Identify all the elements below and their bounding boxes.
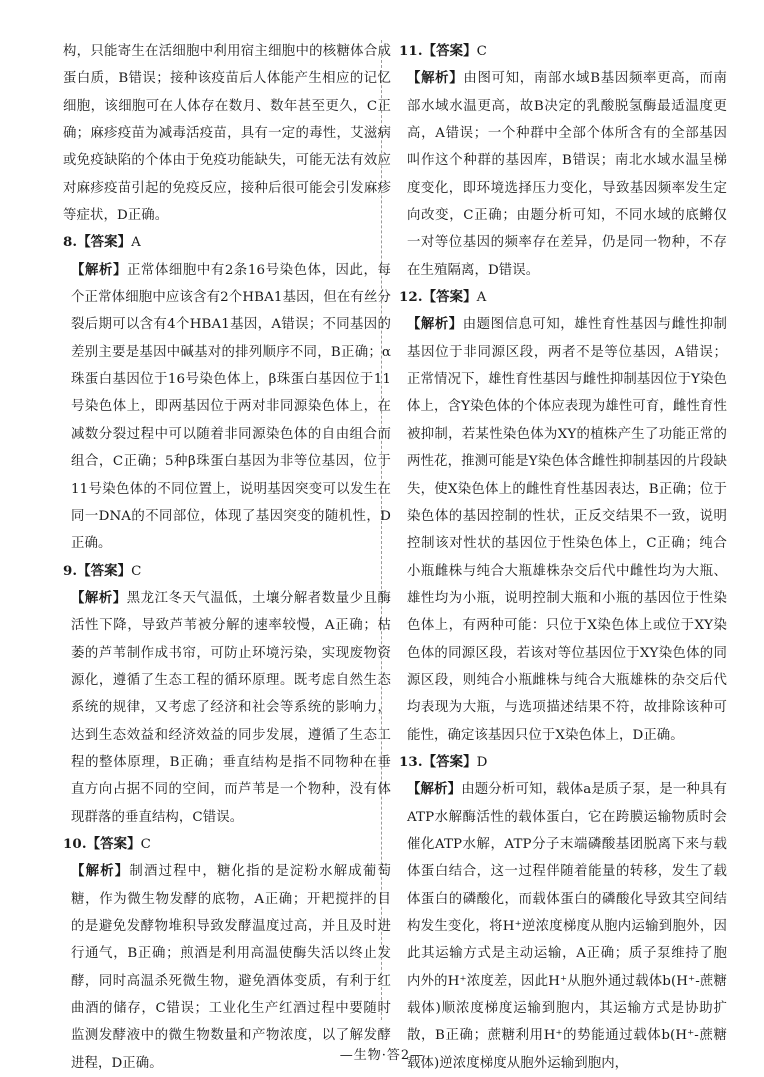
- question-13: [399, 749, 727, 1077]
- q9-number: 9.: [63, 562, 78, 579]
- q10-answer-line: [63, 831, 391, 858]
- q12-number: 12.: [399, 289, 423, 306]
- q8-number: 8.: [63, 234, 78, 251]
- q10-answer: C: [140, 836, 151, 852]
- q9-answer-line: [63, 558, 391, 585]
- q9-explanation-tag: 【解析】: [71, 589, 127, 606]
- question-10: [63, 831, 391, 1077]
- q10-answer-tag: 【答案】: [86, 835, 141, 852]
- q13-answer-line: [399, 749, 727, 776]
- q10-number: 10.: [63, 835, 87, 852]
- q8-answer-tag: 【答案】: [77, 234, 132, 251]
- q11-answer-line: [399, 38, 727, 65]
- continued-explanation: 构，只能寄生在活细胞中利用宿主细胞中的核糖体合成蛋白质，B错误；接种该疫苗后人体能产生相应的记忆细胞，该细胞可在人体存在数月、数年甚至更久，C正确；麻疹疫苗为减毒活疫苗，具有一定的毒性，艾滋病或免疫缺陷的个体由于免疫功能缺失，可能无法有效应对麻疹疫苗引起的免疫反应，接种后很可能会引发麻疹等症状，D正确。: [63, 44, 391, 224]
- q12-explanation-text: 由题图信息可知，雄性育性基因与雌性抑制基因位于非同源区段，两者不是等位基因，A错误；正常情况下，雄性育性基因与雌性抑制基因位于Y染色体上，含Y染色体的个体应表现为雄性可育，雌性育性被抑制，若某性染色体为XY的植株产生了功能正常的两性花，推测可能是Y染色体含雌性抑制基因的片段缺失，使X染色体上的雌性育性基因表达，B正确；位于染色体的基因控制的性状，正反交结果不一致，说明控制该对性状的基因位于性染色体上，C正确；纯合小瓶雌株与纯合大瓶雄株杂交后代中雌性均为大瓶、雄性均为小瓶，说明控制大瓶和小瓶的基因位于性染色体上，有两种可能：只位于X染色体上或位于XY染色体的同源区段，若该对等位基因位于XY染色体的同源区段，则纯合小瓶雌株与纯合大瓶雄株的杂交后代均表现为大瓶，与选项描述结果不符，故排除该种可能性，确定该基因只位于X染色体上，D正确。: [407, 317, 727, 743]
- q10-explanation-tag: 【解析】: [71, 863, 130, 880]
- q13-number: 13.: [399, 753, 423, 770]
- q13-explanation-text: 由题分析可知，载体a是质子泵，是一种具有ATP水解酶活性的载体蛋白，它在跨膜运输物质时会催化ATP水解，ATP分子末端磷酸基团脱离下来与载体蛋白结合，这一过程伴随着能量的转移，发生了载体蛋白的磷酸化，而载体蛋白的磷酸化导致其空间结构发生变化，将H⁺逆浓度梯度从胞内运输到胞外，因此其运输方式是主动运输，A正确；质子泵维持了胞内外的H⁺浓度差，因此H⁺从胞外通过载体b(H⁺-蔗糖载体)顺浓度梯度运输到胞内，其运输方式是协助扩散，B正确；蔗糖利用H⁺的势能通过载体b(H⁺-蔗糖载体)逆浓度梯度从胞外运输到胞内，: [407, 782, 727, 1071]
- q8-explanation-text: 正常体细胞中有2条16号染色体，因此，每个正常体细胞中应该含有2个HBA1基因，但在有丝分裂后期可以含有4个HBA1基因，A错误；不同基因的差别主要是基因中碱基对的排列顺序不同，B正确；α珠蛋白基因位于16号染色体上，β珠蛋白基因位于11号染色体上，即两基因位于两对非同源染色体上，在减数分裂过程中可以随着非同源染色体的自由组合而组合，C正确；5种β珠蛋白基因为非等位基因，位于11号染色体的不同位置上，说明基因突变可以发生在同一DNA的不同部位，体现了基因突变的随机性，D正确。: [71, 262, 391, 552]
- q13-answer: D: [476, 754, 488, 770]
- question-9: [63, 558, 391, 831]
- q13-answer-tag: 【答案】: [422, 753, 477, 770]
- q11-explanation-text: 由图可知，南部水域B基因频率更高，而南部水域水温更高，故B决定的乳酸脱氢酶最适温度更高，A错误；一个种群中全部个体所含有的全部基因叫作这个种群的基因库，B错误；南北水域水温呈梯度变化，即环境选择压力变化，导致基因频率发生定向改变，C正确；由题分析可知，不同水域的底鳉仅一对等位基因的频率存在差异，仍是同一物种，不存在生殖隔离，D错误。: [407, 71, 727, 278]
- q9-explanation: [63, 585, 391, 831]
- q11-number: 11.: [399, 43, 423, 59]
- q12-explanation: [399, 311, 727, 749]
- q10-explanation-text: 制酒过程中，糖化指的是淀粉水解成葡萄糖，作为微生物发酵的底物，A正确；开耙搅拌的目的是避免发酵物堆积导致发酵温度过高，并且及时进行通气，B正确；煎酒是利用高温使酶失活以终止发酵，同时高温杀死微生物，避免酒体变质，有利于红曲酒的储存，C错误；工业化生产红酒过程中要随时监测发酵液中的微生物数量和产物浓度，以了解发酵进程，D正确。: [71, 864, 391, 1071]
- q9-answer: C: [131, 563, 142, 579]
- q8-answer: A: [131, 235, 141, 251]
- left-column: [63, 38, 391, 1077]
- q11-answer-tag: 【答案】: [422, 43, 477, 59]
- q9-explanation-text: 黑龙江冬天气温低，土壤分解者数量少且酶活性下降，导致芦苇被分解的速率较慢，A正确；枯萎的芦苇制作成书帘，可防止环境污染，实现废物资源化，遵循了生态工程的循环原理。既考虑自然生态系统的规律，又考虑了经济和社会等系统的影响力，达到生态效益和经济效益的同步发展，遵循了生态工程的整体原理，B正确；垂直结构是指不同物种在垂直方向占据不同的空间，而芦苇是一个物种，没有体现群落的垂直结构，C错误。: [71, 590, 391, 825]
- page-footer: —生物·答2—: [339, 1048, 425, 1063]
- q13-explanation: [399, 776, 727, 1077]
- q9-answer-tag: 【答案】: [77, 562, 132, 579]
- question-11: [399, 38, 727, 284]
- q12-answer-tag: 【答案】: [422, 289, 477, 306]
- q8-answer-line: [63, 229, 391, 256]
- q11-explanation: [399, 65, 727, 284]
- q12-explanation-tag: 【解析】: [407, 316, 463, 333]
- right-column: [399, 38, 727, 1077]
- q11-explanation-tag: 【解析】: [407, 70, 464, 87]
- question-12: [399, 284, 727, 749]
- q8-explanation-tag: 【解析】: [71, 261, 127, 278]
- q12-answer-line: [399, 284, 727, 311]
- question-8: [63, 229, 391, 557]
- q13-explanation-tag: 【解析】: [407, 781, 462, 798]
- q12-answer: A: [476, 290, 487, 306]
- q8-explanation: [63, 257, 391, 558]
- q11-answer: C: [476, 44, 487, 59]
